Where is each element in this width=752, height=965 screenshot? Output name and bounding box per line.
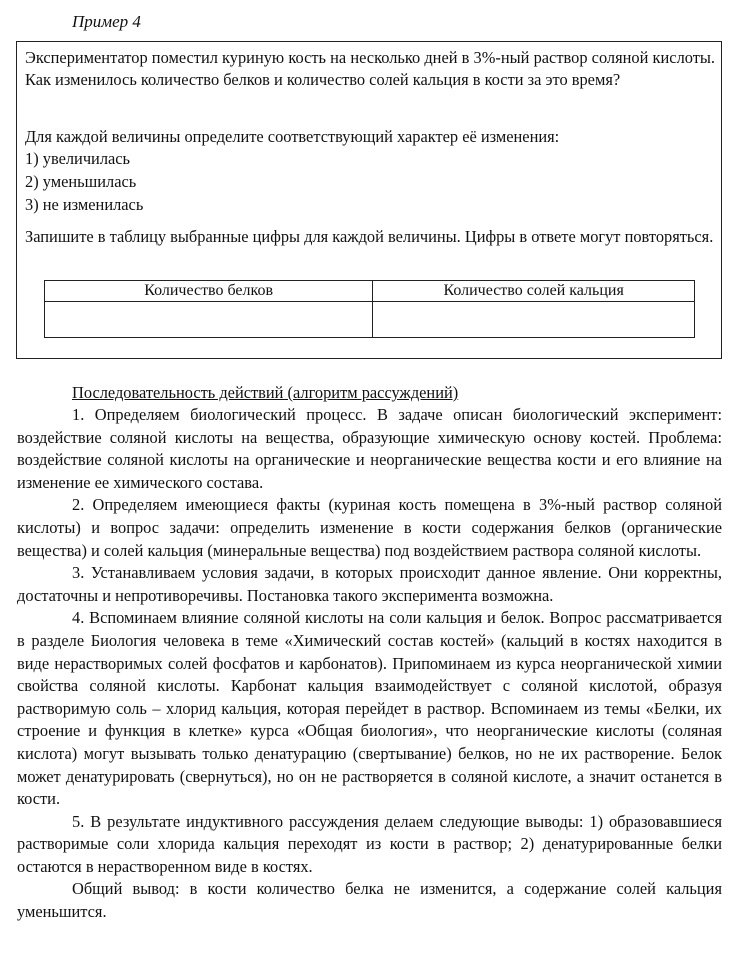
table-header-calcium-salts: Количество солей кальция <box>373 281 695 302</box>
answer-cell-calcium-salts[interactable] <box>373 302 695 338</box>
solution-heading: Последовательность действий (алгоритм рассуждений) <box>72 383 459 402</box>
solution-step: 3. Устанавливаем условия задачи, в которых происходит данное явление. Они корректны, достаточны и непротиворечивы. Постановка такого эксперимента возможна. <box>17 563 722 605</box>
table-header-proteins: Количество белков <box>45 281 373 302</box>
option-increase: 1) увеличилась <box>25 149 131 168</box>
example-title: Пример 4 <box>72 12 141 31</box>
solution-section <box>17 382 722 924</box>
option-decrease: 2) уменьшилась <box>25 172 137 191</box>
task-instruction: Для каждой величины определите соответствующий характер её изменения: <box>25 127 560 146</box>
solution-step: 2. Определяем имеющиеся факты (куриная кость помещена в 3%-ный раствор соляной кислоты) и вопрос задачи: определить изменение в кости содержания белков (органические вещества) и солей кальция (минеральные вещества) под воздействием раствора соляной кислоты. <box>17 495 722 560</box>
solution-step: 5. В результате индуктивного рассуждения делаем следующие выводы: 1) образовавшиеся растворимые соли хлорида кальция переходят из кости в раствор; 2) денатурированные белки остаются в нерастворенном виде в костях. <box>17 811 722 876</box>
task-table-instruction: Запишите в таблицу выбранные цифры для каждой величины. Цифры в ответе могут повторяться. <box>25 227 714 246</box>
solution-conclusion: Общий вывод: в кости количество белка не изменится, а содержание солей кальция уменьшится. <box>17 879 722 922</box>
solution-step: 4. Вспоминаем влияние соляной кислоты на соли кальция и белок. Вопрос рассматривается в разделе Биология человека в теме «Химический состав костей» (кальций в костях находится в виде нерастворимых солей фосфатов и карбонатов). Припоминаем из курса неорганической химии свойства соляной кислоты. Карбонат кальция взаимодействует с соляной кислотой, образуя растворимую соль – хлорид кальция, которая перейдет в раствор. Вспоминаем из темы «Белки, их строение и функция в клетке» курса «Общая биология», что неорганические кислоты (соляная кислота) могут вызывать только денатурацию (свертывание) белков, но не их растворение. Белок может денатурировать (свернуться), но он не растворяется в соляной кислоте, а значит останется в кости. <box>17 608 722 809</box>
answer-cell-proteins[interactable] <box>45 302 373 338</box>
option-unchanged: 3) не изменилась <box>25 195 144 214</box>
task-box <box>16 41 722 359</box>
answer-table <box>44 280 695 338</box>
solution-step: 1. Определяем биологический процесс. В задаче описан биологический эксперимент: воздействие соляной кислоты на вещества, образующие химическую основу костей. Проблема: воздействие соляной кислоты на органические и неорганические вещества кости и его влияние на изменение ее химического состава. <box>17 405 722 492</box>
task-question: Экспериментатор поместил куриную кость на несколько дней в 3%-ный раствор соляной кислоты. Как изменилось количество белков и количество солей кальция в кости за это время? <box>25 48 715 89</box>
